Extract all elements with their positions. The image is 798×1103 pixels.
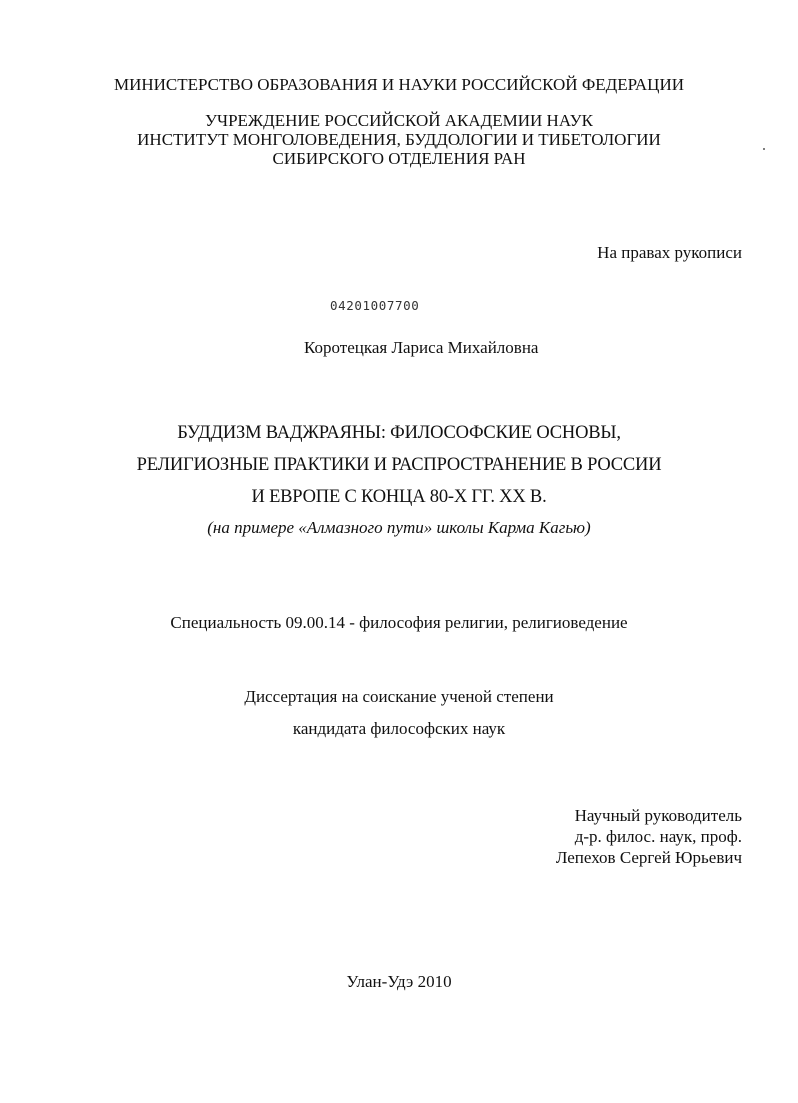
degree-line-1: Диссертация на соискание ученой степени <box>244 687 554 706</box>
title-line-1: БУДДИЗМ ВАДЖРАЯНЫ: ФИЛОСОФСКИЕ ОСНОВЫ, <box>177 423 621 443</box>
title-line-2: РЕЛИГИОЗНЫЕ ПРАКТИКИ И РАСПРОСТРАНЕНИЕ В РОССИИ <box>136 455 662 475</box>
author-name: Коротецкая Лариса Михайловна <box>304 338 539 357</box>
title-subtitle: (на примере «Алмазного пути» школы Карма Кагью) <box>207 518 591 537</box>
ministry-heading: МИНИСТЕРСТВО ОБРАЗОВАНИЯ И НАУКИ РОССИЙСКОЙ ФЕДЕРАЦИИ <box>113 75 685 94</box>
title-line-3: И ЕВРОПЕ С КОНЦА 80-Х ГГ. XX В. <box>251 487 547 507</box>
specialty: Специальность 09.00.14 - философия религии, религиоведение <box>170 613 628 632</box>
supervisor-name: Лепехов Сергей Юрьевич <box>555 848 742 867</box>
institution-line-1: УЧРЕЖДЕНИЕ РОССИЙСКОЙ АКАДЕМИИ НАУК <box>205 111 593 130</box>
registration-code: 04201007700 <box>330 298 420 313</box>
institution-line-2: ИНСТИТУТ МОНГОЛОВЕДЕНИЯ, БУДДОЛОГИИ И ТИБЕТОЛОГИИ <box>137 130 661 149</box>
city-year: Улан-Удэ 2010 <box>346 972 452 991</box>
manuscript-note: На правах рукописи <box>597 243 742 262</box>
institution-line-3: СИБИРСКОГО ОТДЕЛЕНИЯ РАН <box>272 149 526 168</box>
scan-speck <box>763 148 765 150</box>
supervisor-label: Научный руководитель <box>574 806 742 825</box>
supervisor-credentials: д-р. филос. наук, проф. <box>574 827 742 846</box>
degree-line-2: кандидата философских наук <box>292 719 506 738</box>
